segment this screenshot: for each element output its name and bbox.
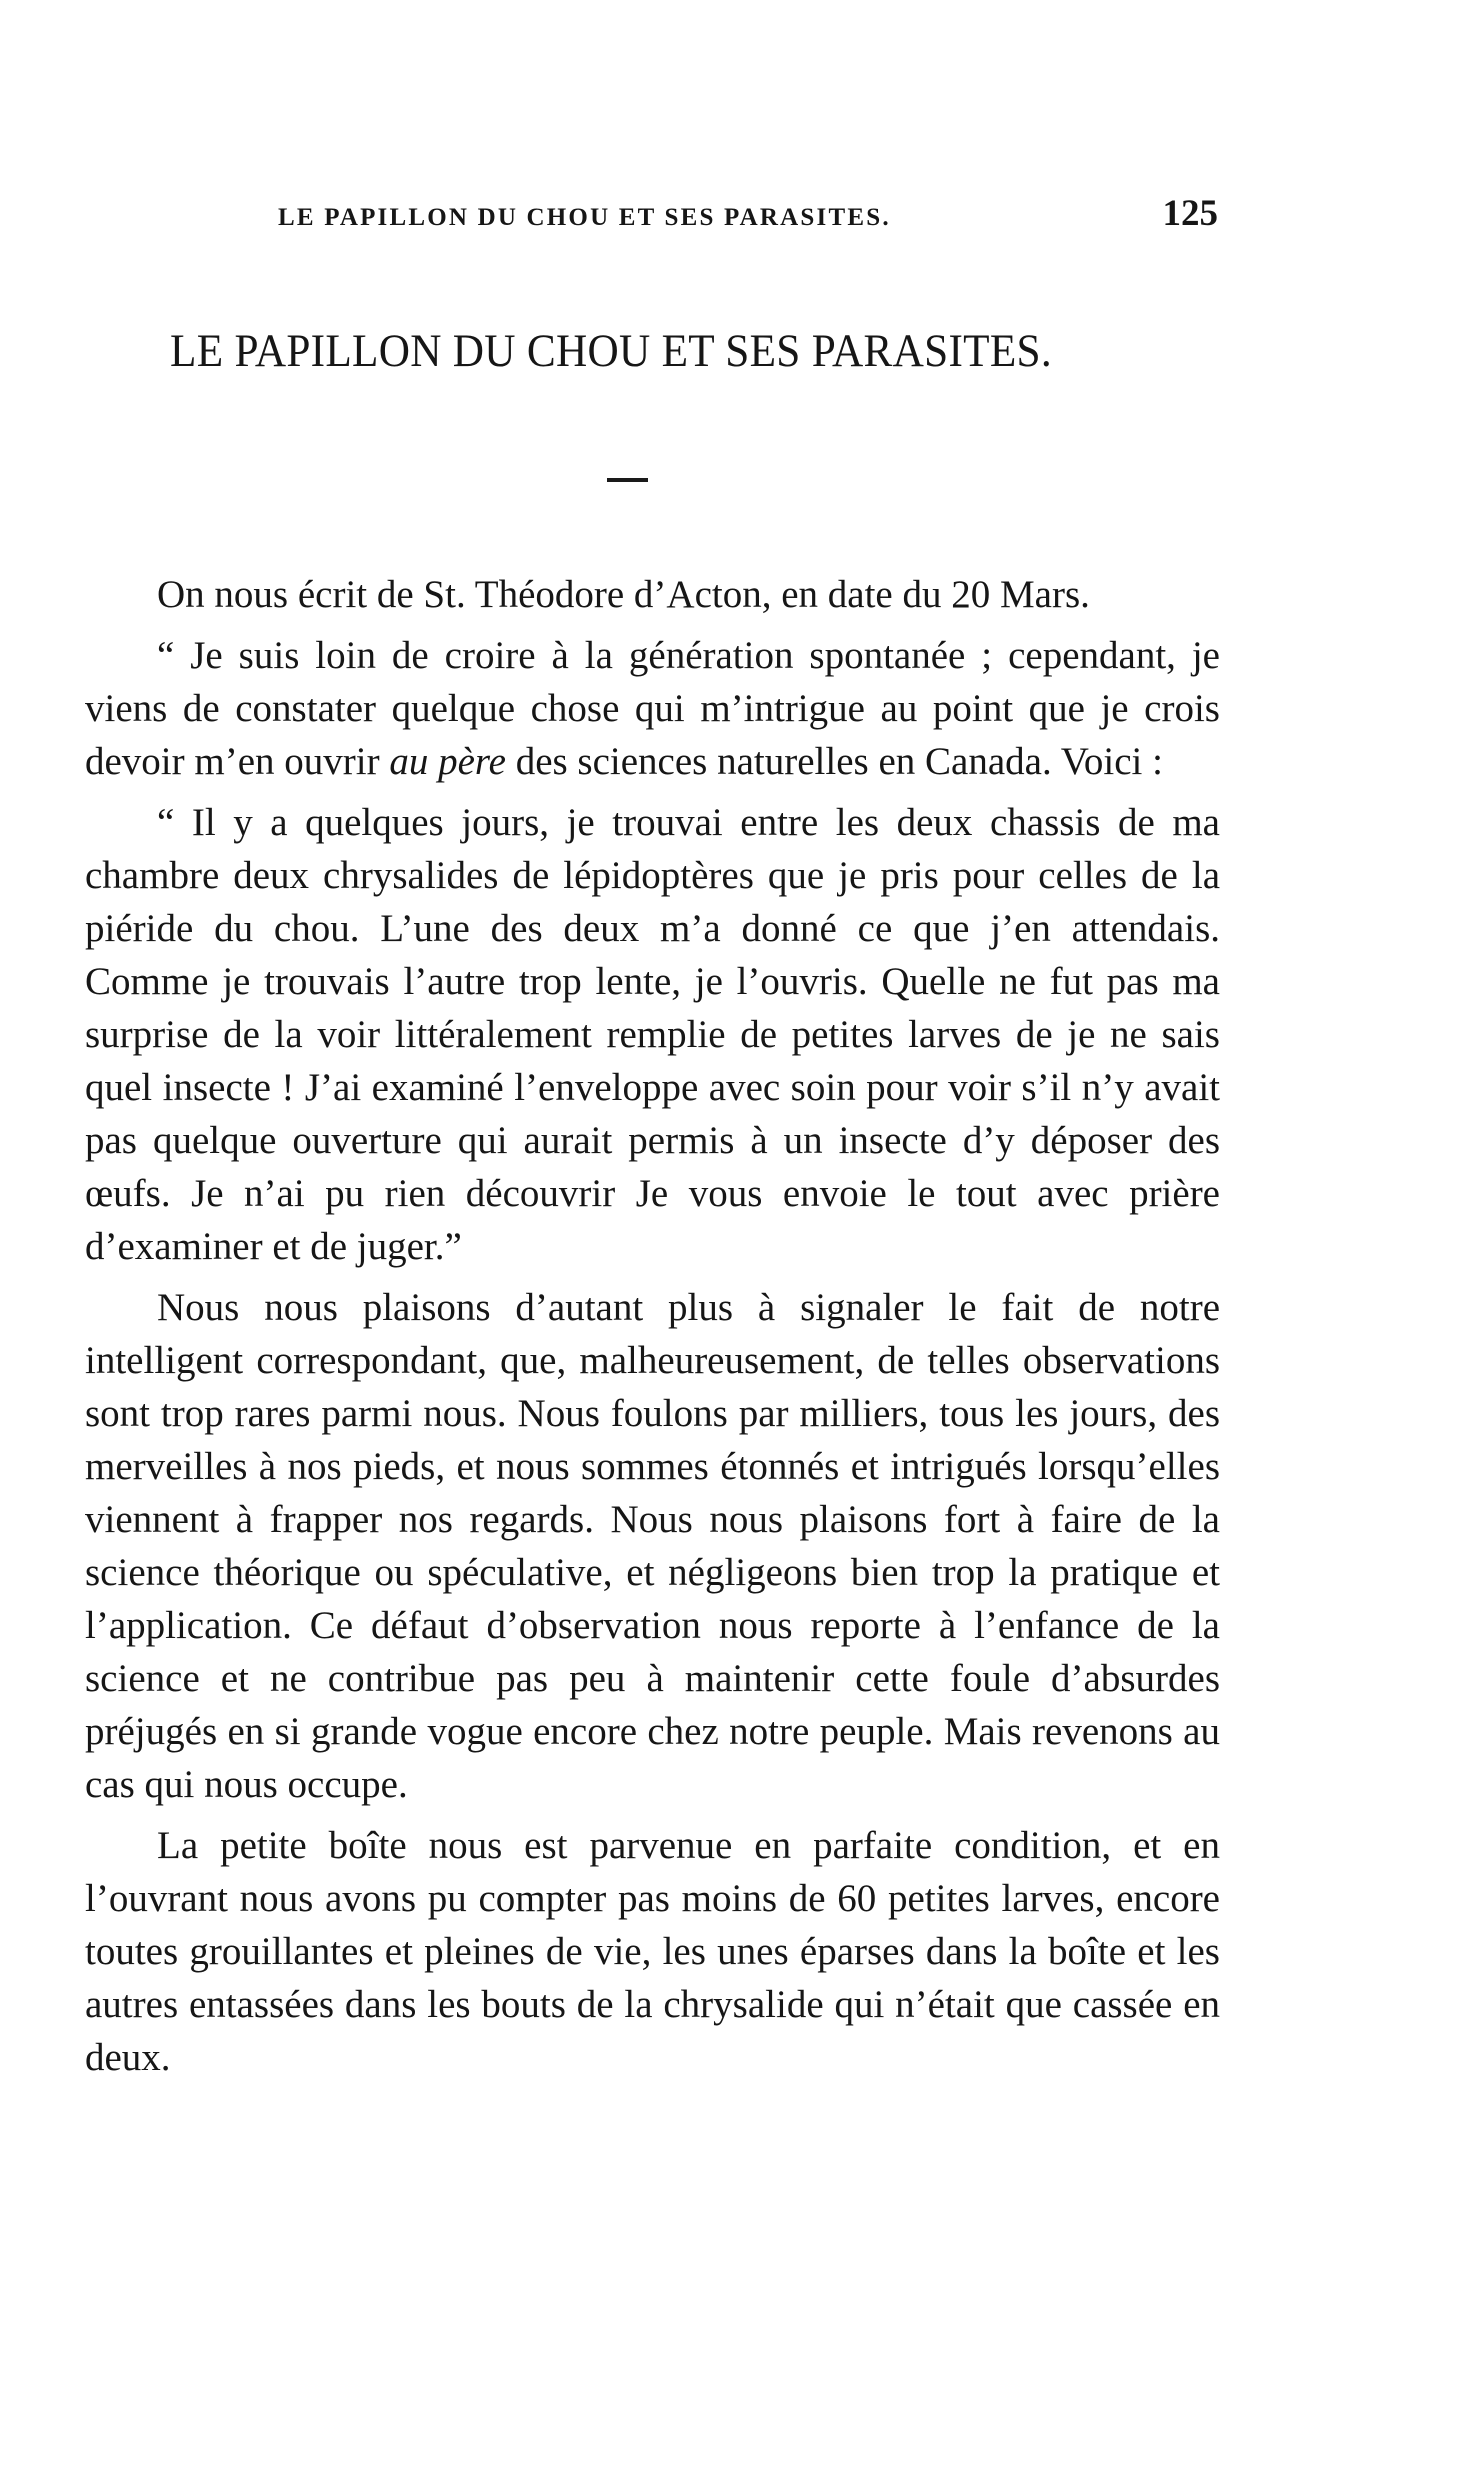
running-head	[160, 192, 1220, 242]
letter-opening-text: “ Je suis loin de croire à la génération spontanée ; cependant, je viens de constater quelque chose qui m’intrigue au point que je crois devoir m’en ouvrir	[85, 634, 1220, 783]
paragraph-commentary: Nous nous plaisons d’autant plus à signaler le fait de notre intelligent correspondant, que, malheureusement, de telles observations sont trop rares parmi nous. Nous foulons par milliers, tous les jours, des merveilles à nos pieds, et nous sommes étonnés et intrigués lorsqu’elles viennent à frapper nos regards. Nous nous plaisons fort à faire de la science théorique ou spéculative, et négligeons bien trop la pratique et l’application. Ce défaut d’observation nous reporte à l’enfance de la science et ne contribue pas peu à maintenir cette foule d’absurdes préjugés en si grande vogue encore chez notre peuple. Mais revenons au cas qui nous occupe.	[85, 1286, 1220, 1806]
italic-au-pere: au père	[389, 740, 506, 783]
page-number: 125	[1162, 193, 1218, 234]
running-title: LE PAPILLON DU CHOU ET SES PARASITES.	[278, 204, 891, 231]
article-body	[85, 568, 1220, 2084]
paragraph-letter-opening	[85, 629, 1220, 788]
paragraph-letter-body: “ Il y a quelques jours, je trouvai entre les deux chassis de ma chambre deux chrysalides de lépidoptères que je pris pour celles de la piéride du chou. L’une des deux m’a donné ce que j’en attendais. Comme je trouvais l’autre trop lente, je l’ouvris. Quelle ne fut pas ma surprise de la voir littéralement remplie de petites larves de je ne sais quel insecte ! J’ai examiné l’enveloppe avec soin pour voir s’il n’y avait pas quelque ouverture qui aurait permis à un insecte d’y déposer des œufs. Je n’ai pu rien découvrir Je vous envoie le tout avec prière d’examiner et de juger.”	[85, 801, 1220, 1268]
paragraph-conclusion: La petite boîte nous est parvenue en parfaite condition, et en l’ouvrant nous avons pu compter pas moins de 60 petites larves, encore toutes grouillantes et pleines de vie, les unes éparses dans la boîte et les autres entassées dans les bouts de la chrysalide qui n’était que cassée en deux.	[85, 1824, 1220, 2079]
letter-opening-text-end: des sciences naturelles en Canada. Voici :	[505, 740, 1163, 783]
article-title: LE PAPILLON DU CHOU ET SES PARASITES.	[170, 325, 1052, 377]
paragraph-intro: On nous écrit de St. Théodore d’Acton, en date du 20 Mars.	[157, 573, 1090, 616]
title-separator	[607, 478, 648, 482]
